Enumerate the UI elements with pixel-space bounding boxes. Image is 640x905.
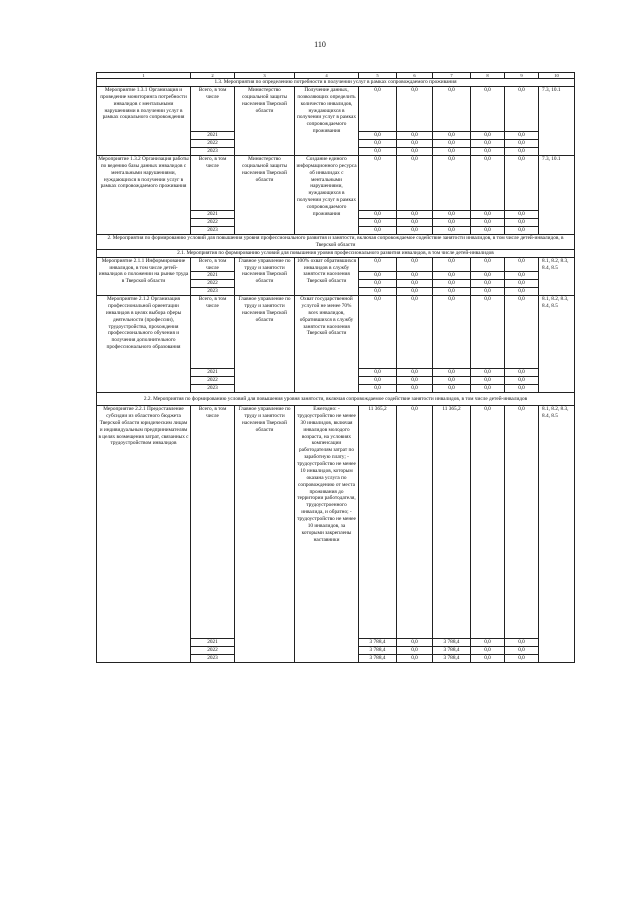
executor-cell: Министерство социальной защиты населения Тверской области [235, 86, 295, 155]
value-cell: 0,0 [359, 219, 397, 227]
value-cell: 0,0 [471, 296, 505, 369]
value-cell: 0,0 [397, 257, 433, 272]
year-cell: 2021 [191, 132, 235, 140]
value-cell: 0,0 [433, 257, 471, 272]
value-cell: 0,0 [397, 406, 433, 639]
value-cell: 0,0 [505, 647, 539, 655]
value-cell: 0,0 [471, 639, 505, 647]
value-cell: 0,0 [471, 86, 505, 131]
value-cell: 0,0 [505, 132, 539, 140]
period-cell: Всего, в том числе [191, 296, 235, 369]
value-cell: 0,0 [359, 385, 397, 393]
value-cell: 0,0 [433, 148, 471, 156]
value-cell: 0,0 [471, 257, 505, 272]
value-cell: 0,0 [433, 385, 471, 393]
value-cell: 0,0 [397, 132, 433, 140]
executor-cell: Главное управление по труду и занятости населения Тверской области [235, 296, 295, 393]
value-cell: 0,0 [471, 140, 505, 148]
col-header: 2 [191, 73, 235, 79]
year-cell: 2021 [191, 369, 235, 377]
value-cell: 0,0 [471, 385, 505, 393]
value-cell: 0,0 [505, 655, 539, 663]
col-header: 10 [539, 73, 575, 79]
section-row [97, 249, 575, 257]
value-cell: 0,0 [397, 385, 433, 393]
value-cell: 3 788,4 [359, 647, 397, 655]
executor-cell: Главное управление по труду и занятости населения Тверской области [235, 406, 295, 663]
value-cell: 0,0 [397, 655, 433, 663]
value-cell: 0,0 [433, 219, 471, 227]
col-header: 6 [397, 73, 433, 79]
result-cell: Охват государственной услугой не менее 70% всех инвалидов, обратившихся в службу занятости населения Тверской области [295, 296, 359, 393]
section-row [97, 79, 575, 87]
value-cell: 0,0 [471, 647, 505, 655]
value-cell: 3 788,4 [433, 647, 471, 655]
period-cell: Всего, в том числе [191, 155, 235, 210]
section-title-2-1: 2.1. Мероприятия по формированию условий для повышения уровня профессионального развития инвалидов, в том числе детей-инвалидов [97, 249, 575, 257]
value-cell: 0,0 [397, 272, 433, 280]
value-cell: 0,0 [359, 155, 397, 210]
table-row [97, 86, 575, 131]
col-header: 5 [359, 73, 397, 79]
value-cell: 0,0 [505, 280, 539, 288]
period-cell: Всего, в том числе [191, 406, 235, 639]
value-cell: 0,0 [397, 296, 433, 369]
period-cell: Всего, в том числе [191, 257, 235, 272]
value-cell: 0,0 [359, 211, 397, 219]
value-cell: 0,0 [397, 377, 433, 385]
value-cell: 0,0 [359, 272, 397, 280]
value-cell: 0,0 [359, 377, 397, 385]
value-cell: 0,0 [471, 155, 505, 210]
value-cell: 0,0 [433, 377, 471, 385]
activity-name: Мероприятие 2.2.1 Предоставление субсидии из областного бюджета Тверской области юридическим лицам и индивидуальным предпринимателям в целях возмещения затрат, связанных с трудоустройством инвалидов [97, 406, 191, 663]
section-row [97, 393, 575, 406]
value-cell: 0,0 [505, 406, 539, 639]
value-cell: 0,0 [397, 219, 433, 227]
value-cell: 0,0 [359, 140, 397, 148]
executor-cell: Главное управление по труду и занятости населения Тверской области [235, 257, 295, 295]
value-cell: 0,0 [359, 86, 397, 131]
year-cell: 2022 [191, 647, 235, 655]
year-cell: 2022 [191, 219, 235, 227]
value-cell: 0,0 [471, 227, 505, 235]
period-cell: Всего, в том числе [191, 86, 235, 131]
value-cell: 3 788,4 [359, 655, 397, 663]
value-cell: 0,0 [397, 280, 433, 288]
value-cell: 0,0 [471, 377, 505, 385]
result-cell: Получение данных, позволяющих определить количество инвалидов, нуждающихся в получении услуг в рамках сопровождаемого проживания [295, 86, 359, 155]
value-cell: 0,0 [505, 288, 539, 296]
program-table [96, 72, 575, 663]
value-cell: 0,0 [471, 211, 505, 219]
year-cell: 2022 [191, 377, 235, 385]
value-cell: 3 788,4 [433, 639, 471, 647]
col-header: 3 [235, 73, 295, 79]
year-cell: 2023 [191, 385, 235, 393]
value-cell: 0,0 [471, 280, 505, 288]
value-cell: 0,0 [471, 272, 505, 280]
value-cell: 0,0 [505, 369, 539, 377]
value-cell: 0,0 [397, 227, 433, 235]
value-cell: 0,0 [359, 257, 397, 272]
col-header: 8 [471, 73, 505, 79]
value-cell: 0,0 [397, 86, 433, 131]
value-cell: 0,0 [505, 148, 539, 156]
value-cell: 0,0 [359, 288, 397, 296]
year-cell: 2023 [191, 148, 235, 156]
value-cell: 11 365,2 [359, 406, 397, 639]
result-cell: Создание единого информационного ресурса об инвалидах с ментальными нарушениями, нуждающихся в получении услуг в рамках сопровождаемого проживания [295, 155, 359, 234]
section-title-2-2: 2.2. Мероприятия по формированию условий для повышения уровня занятости, включая сопровождаемое содействие занятости инвалидов, в том числе детей-инвалидов [97, 393, 575, 406]
year-cell: 2021 [191, 272, 235, 280]
year-cell: 2021 [191, 211, 235, 219]
value-cell: 0,0 [359, 280, 397, 288]
indicator-refs: 8.1, 8.2, 8.3, 8.4, 8.5 [539, 296, 575, 393]
indicator-refs: 7.3, 10.1 [539, 86, 575, 155]
value-cell: 0,0 [433, 272, 471, 280]
value-cell: 11 365,2 [433, 406, 471, 639]
page-number: 110 [314, 40, 326, 49]
value-cell: 0,0 [397, 639, 433, 647]
value-cell: 0,0 [433, 140, 471, 148]
value-cell: 0,0 [359, 296, 397, 369]
section-title-2: 2. Мероприятия по формированию условий для повышения уровня профессионального развития и занятости, включая сопровождаемое содействие занятости инвалидов, в том числе детей-инвалидов, в Тверской области [97, 234, 575, 249]
value-cell: 0,0 [397, 369, 433, 377]
value-cell: 0,0 [359, 148, 397, 156]
value-cell: 0,0 [505, 385, 539, 393]
value-cell: 0,0 [505, 219, 539, 227]
col-header: 4 [295, 73, 359, 79]
result-cell: 100% охват обратившихся инвалидов в службу занятости населения Тверской области [295, 257, 359, 295]
value-cell: 0,0 [505, 377, 539, 385]
section-title-1-3: 1.3. Мероприятия по определению потребности в получении услуг в рамках сопровождаемого проживания [97, 79, 575, 87]
value-cell: 0,0 [397, 211, 433, 219]
indicator-refs: 8.1, 8.2, 8.3, 8.4, 8.5 [539, 257, 575, 295]
col-header: 1 [97, 73, 191, 79]
value-cell: 0,0 [471, 655, 505, 663]
value-cell: 0,0 [397, 140, 433, 148]
value-cell: 0,0 [359, 369, 397, 377]
value-cell: 0,0 [505, 257, 539, 272]
table-row [97, 257, 575, 272]
value-cell: 0,0 [505, 639, 539, 647]
value-cell: 0,0 [397, 148, 433, 156]
value-cell: 0,0 [471, 219, 505, 227]
value-cell: 0,0 [505, 86, 539, 131]
value-cell: 0,0 [505, 140, 539, 148]
value-cell: 0,0 [397, 155, 433, 210]
activity-name: Мероприятие 1.3.1 Организация и проведение мониторинга потребности инвалидов с ментальными нарушениями в получении услуг в рамках социального сопровождения [97, 86, 191, 155]
value-cell: 0,0 [505, 272, 539, 280]
value-cell: 0,0 [505, 155, 539, 210]
year-cell: 2023 [191, 655, 235, 663]
value-cell: 0,0 [433, 369, 471, 377]
value-cell: 0,0 [471, 288, 505, 296]
value-cell: 0,0 [433, 211, 471, 219]
value-cell: 0,0 [505, 296, 539, 369]
year-cell: 2022 [191, 140, 235, 148]
year-cell: 2021 [191, 639, 235, 647]
indicator-refs: 7.3, 10.1 [539, 155, 575, 234]
value-cell: 3 788,4 [359, 639, 397, 647]
value-cell: 0,0 [397, 647, 433, 655]
activity-name: Мероприятие 2.1.1 Информирование инвалидов, в том числе детей-инвалидов о положении на рынке труда в Тверской области [97, 257, 191, 295]
activity-name: Мероприятие 2.1.2 Организация профессиональной ориентации инвалидов в целях выбора сферы деятельности (профессии), трудоустройства, прохождения профессионального обучения и получения дополнительного профессионального образования [97, 296, 191, 393]
result-cell: Ежегодно: - трудоустройство не менее 30 инвалидов, включая инвалидов молодого возраста, на условиях компенсации работодателям затрат по заработную плату; - трудоустройство не менее 10 инвалидов, которым оказана услуга по сопровождению от места проживания до территории работодателя, трудоустроенного инвалида, и обратно; - трудоустройство не менее 10 инвалидов, за которыми закреплены наставники [295, 406, 359, 663]
value-cell: 0,0 [433, 227, 471, 235]
value-cell: 0,0 [433, 132, 471, 140]
table-row [97, 406, 575, 639]
value-cell: 0,0 [433, 288, 471, 296]
col-header: 7 [433, 73, 471, 79]
value-cell: 0,0 [505, 211, 539, 219]
activity-name: Мероприятие 1.3.2 Организация работы по ведению базы данных инвалидов с ментальными нарушениями, нуждающихся в получении услуг в рамках сопровождаемого проживания [97, 155, 191, 234]
value-cell: 0,0 [471, 132, 505, 140]
value-cell: 0,0 [397, 288, 433, 296]
year-cell: 2023 [191, 288, 235, 296]
table-row [97, 155, 575, 210]
value-cell: 0,0 [433, 86, 471, 131]
section-row [97, 234, 575, 249]
value-cell: 0,0 [505, 227, 539, 235]
indicator-refs: 8.1, 8.2, 8.3, 8.4, 8.5 [539, 406, 575, 663]
value-cell: 0,0 [433, 280, 471, 288]
value-cell: 0,0 [471, 406, 505, 639]
value-cell: 0,0 [433, 296, 471, 369]
year-cell: 2023 [191, 227, 235, 235]
value-cell: 3 788,4 [433, 655, 471, 663]
value-cell: 0,0 [359, 227, 397, 235]
value-cell: 0,0 [471, 369, 505, 377]
value-cell: 0,0 [471, 148, 505, 156]
col-header: 9 [505, 73, 539, 79]
value-cell: 0,0 [433, 155, 471, 210]
executor-cell: Министерство социальной защиты населения Тверской области [235, 155, 295, 234]
year-cell: 2022 [191, 280, 235, 288]
table-row [97, 296, 575, 369]
value-cell: 0,0 [359, 132, 397, 140]
